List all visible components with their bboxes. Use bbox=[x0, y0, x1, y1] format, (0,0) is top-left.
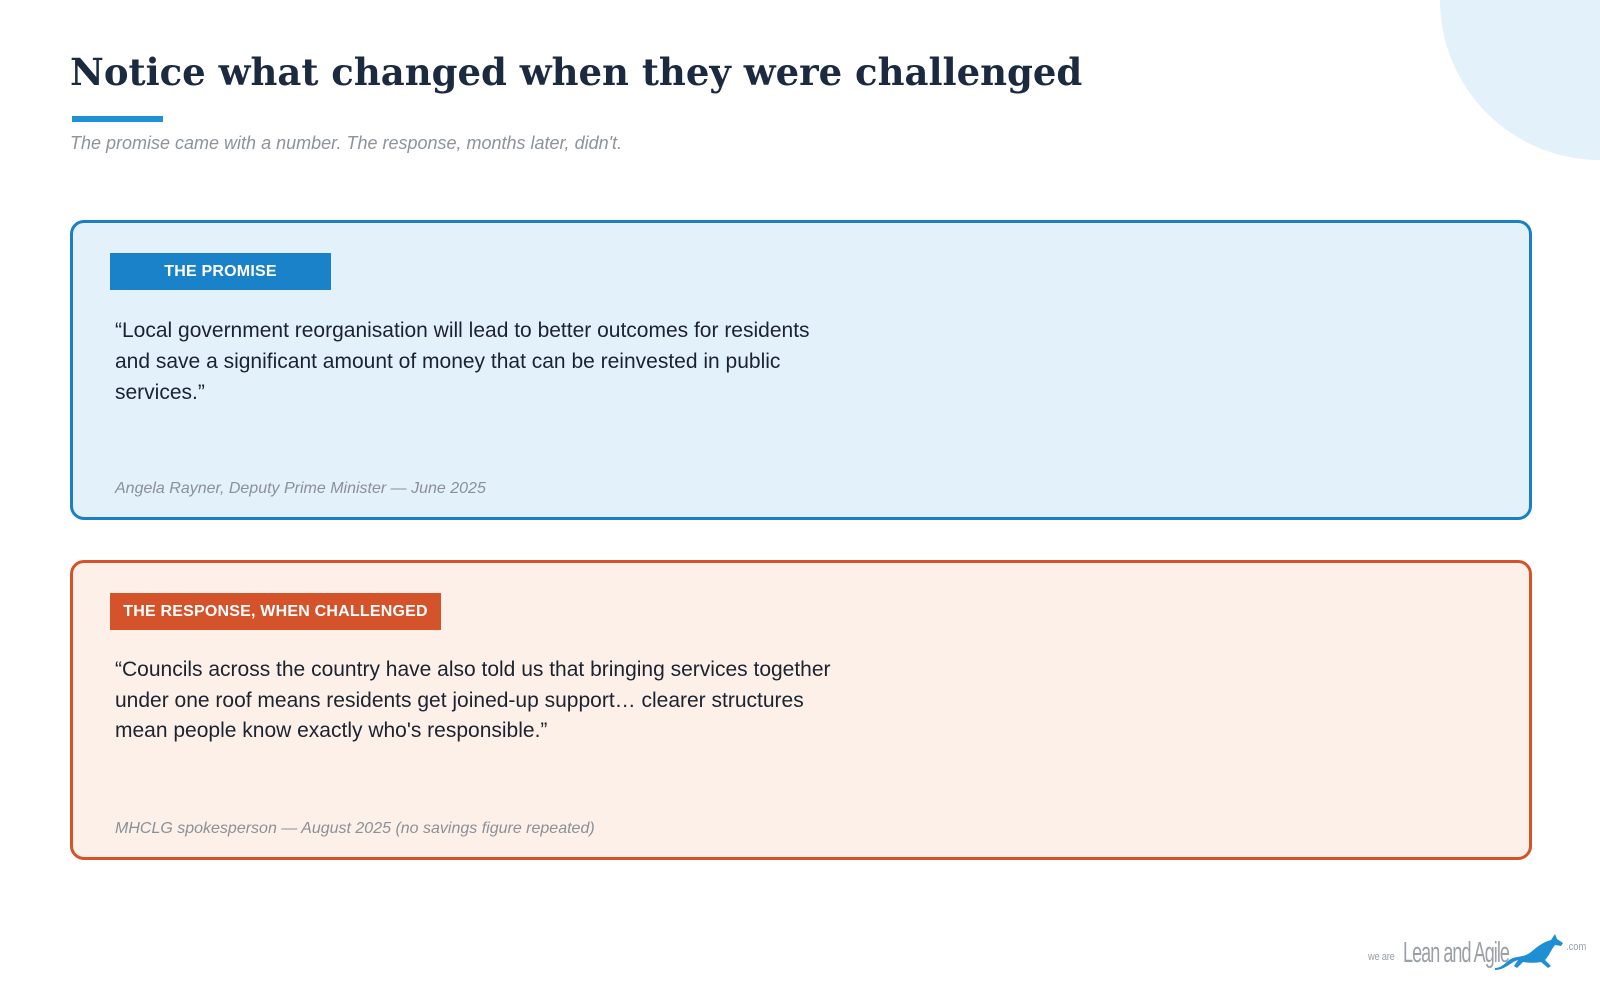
response-source: MHCLG spokesperson — August 2025 (no savings figure repeated) bbox=[115, 820, 595, 837]
response-label: THE RESPONSE, WHEN CHALLENGED bbox=[110, 593, 441, 630]
promise-source: Angela Rayner, Deputy Prime Minister — June 2025 bbox=[115, 480, 486, 497]
promise-label: THE PROMISE bbox=[110, 253, 331, 290]
title-underline bbox=[72, 116, 163, 122]
promise-quote: “Local government reorganisation will lead to better outcomes for residents and save a significant amount of money that can be reinvested in public services.” bbox=[115, 319, 810, 404]
page-subtitle: The promise came with a number. The response, months later, didn't. bbox=[70, 133, 623, 153]
brand-logo bbox=[1368, 926, 1590, 972]
brand-name: Lean and Agile bbox=[1403, 937, 1510, 969]
page-title: Notice what changed when they were challenged bbox=[70, 50, 1083, 94]
promise-card bbox=[70, 220, 1532, 520]
response-card bbox=[70, 560, 1532, 860]
brand-prefix: we are bbox=[1368, 951, 1395, 963]
brand-suffix: .com bbox=[1566, 941, 1587, 953]
corner-decoration bbox=[1440, 0, 1600, 160]
response-quote: “Councils across the country have also told us that bringing services together under one roof means residents get joined-up support… clearer structures mean people know exactly who's responsible.” bbox=[115, 658, 831, 742]
